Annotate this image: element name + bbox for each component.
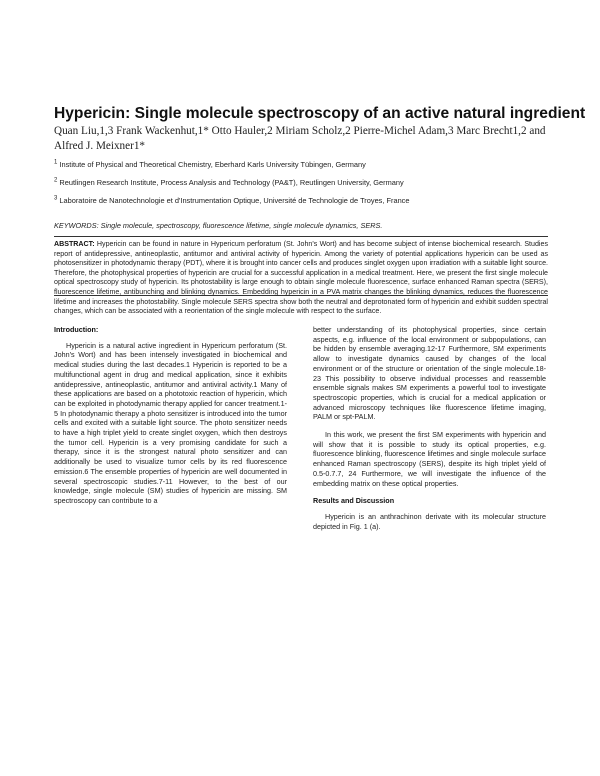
keywords: KEYWORDS: Single molecule, spectroscopy, fluorescence lifetime, single molecule dynamics, SERS. bbox=[54, 221, 383, 230]
paper-title: Hypericin: Single molecule spectroscopy of an active natural ingredient bbox=[54, 105, 586, 122]
affiliation-3: $^3$ Laboratoire de Nanotechnologie et d'Instrumentation Optique, Université de Technologie de Troyes, France bbox=[54, 195, 410, 205]
results-heading: Results and Discussion bbox=[313, 496, 395, 506]
abstract bbox=[54, 240, 548, 317]
affiliation-2: $^2$ Reutlingen Research Institute, Process Analysis and Technology (PA&T), Reutlingen University, Germany bbox=[54, 177, 404, 187]
introduction-heading: Introduction: bbox=[54, 325, 99, 334]
abstract-top-rule bbox=[54, 236, 548, 237]
right-paragraph-1: better understanding of its photophysical properties, since certain aspects, e.g. influence of the local environment or subpopulations, can be hidden by ensemble averaging.12-17 Furthermore, SM experiments allow to investigate dynamics caused by changes of the local environment or of the structure or orientation of the single molecule.18-23 This possibility to observe individual processes and reassemble ensemble signals makes SM experiments a powerful tool to investigate spectroscopic properties, which is crucial for a medical application or advanced microscopy techniques like fluorescence lifetime imaging, PALM or spt-PALM. bbox=[313, 325, 546, 422]
authors-text: Quan Liu,1,3 Frank Wackenhut,1* Otto Hauler,2 Miriam Scholz,2 Pierre-Michel Adam,3 Marc Brecht1,2 and Alfred J. Meixner1* bbox=[54, 125, 546, 152]
introduction-paragraph: Hypericin is a natural active ingredient in Hypericum perforatum (St. John's Wort) and has been intensely investigated in biochemical and medical studies during the last decades.1 Hypericin is reported to be a multifunctional agent in drug and medical application, since it exhibits antidepressive, antineoplastic, antitumor and antiviral activity.1 Many of these applications are based on a phototoxic reaction of hypericin, which can be exploited in photodynamic therapy applied for cancer treatment.1-5 In photodynamic therapy a photo sensitizer is introduced into the tumor cells and excited with a suitable light source. The photo sensitizer needs to have a high triplet yield to create singlet oxygen, which then destroys the tumor cell. Hypericin is a very promising candidate for such a therapy, since it is the strongest natural photo sensitizer and can additionally be used to visualize tumor cells by its red fluorescence emission.6 The ensemble properties of hypericin are well documented in several spectroscopic studies.7-11 However, to the best of our knowledge, single molecule (SM) studies of hypericin are missing. SM spectroscopy can contribute to a bbox=[54, 340, 287, 505]
right-paragraph-3: Hypericin is an anthrachinon derivate with its molecular structure depicted in Fig. 1 (a). bbox=[313, 511, 546, 531]
abstract-bottom-rule bbox=[54, 295, 548, 296]
right-paragraph-2: In this work, we present the first SM experiments with hypericin and will show that it is possible to study its optical properties, e.g. fluorescence blinking, fluorescence lifetimes and single molecule surface enhanced Raman spectroscopy (SERS), despite its high triplet yield of 0.5-0.7.7, 24 Furthermore, we will investigate the influence of the embedding matrix on these optical properties. bbox=[313, 430, 546, 488]
abstract-body: Hypericin can be found in nature in Hypericum perforatum (St. John's Wort) and has become subject of intense biochemical research. Studies report of antidepressive, antineoplastic, antitumor and antiviral activity of hypericin. Among the variety of potential applications hypericin can be used as photosensitizer in photodynamic therapy (PDT), where it is brought into cancer cells and produces singlet oxygen upon irradiation with a suitable light source. Therefore, the photophysical properties of hypericin are crucial for a successful application in a medical treatment. Here, we present the first single molecule optical spectroscopy study of hypericin. Its photostability is large enough to obtain single molecule fluorescence, surface enhanced Raman spectra (SERS), fluorescence lifetime, antibunching and blinking dynamics. Embedding hypericin in a PVA matrix changes the blinking dynamics, reduces the fluorescence lifetime and increases the photostability. Single molecule SERS spectra show both the neutral and deprotonated form of hypericin and exhibit sudden spectral changes, which can be associated with a reorientation of the single molecule with respect to the surface. bbox=[54, 240, 548, 316]
affiliations bbox=[54, 160, 554, 214]
abstract-label: ABSTRACT: bbox=[54, 240, 95, 248]
right-column bbox=[313, 325, 546, 539]
author-list bbox=[54, 124, 554, 154]
affiliation-1: $^1$ Institute of Physical and Theoretical Chemistry, Eberhard Karls University Tübingen, Germany bbox=[54, 159, 366, 169]
left-column bbox=[54, 325, 287, 514]
